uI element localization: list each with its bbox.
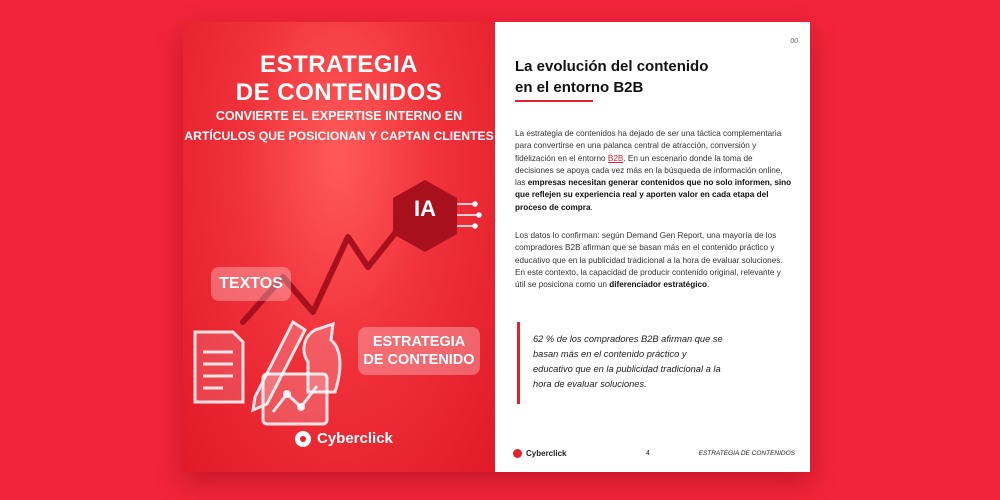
footer-section-label: ESTRATEGIA DE CONTENIDOS xyxy=(698,450,795,457)
footer-brand xyxy=(513,449,566,458)
content-page xyxy=(495,22,810,472)
title-underline xyxy=(515,100,593,102)
b2b-link[interactable]: B2B xyxy=(607,153,624,163)
textos-badge: TEXTOS xyxy=(211,267,291,301)
cover-illustration xyxy=(183,22,495,472)
ebook-cover xyxy=(183,22,495,472)
footer-logo-icon xyxy=(513,449,522,458)
paragraph-1-text-a: La estrategia de contenidos ha dejado de ser una táctica complementaria para convertirse en una palanca central de atracción, conversión y fidelización en el entorno xyxy=(515,129,782,163)
page-title-line1: La evolución del contenido xyxy=(515,58,709,75)
open-ebook xyxy=(183,22,810,472)
cover-brand-logo xyxy=(295,430,393,447)
page-title-line2: en el entorno B2B xyxy=(515,79,644,96)
paragraph-2 xyxy=(515,230,793,291)
cover-title-line1: ESTRATEGIA xyxy=(260,51,418,78)
cover-subtitle-line1: CONVIERTE EL EXPERTISE INTERNO EN xyxy=(215,109,463,123)
cyberclick-logo-icon xyxy=(295,431,311,447)
paragraph-2-end: . xyxy=(707,280,710,290)
estrategia-badge xyxy=(358,327,480,375)
paragraph-1-bold: empresas necesitan generar contenidos que no solo informen, sino que reflejen su experiencia real y aporten valor en cada etapa del proceso de compra xyxy=(515,178,792,212)
estrategia-badge-line1: ESTRATEGIA xyxy=(372,334,466,350)
page-number-top: 00 xyxy=(790,38,798,45)
circuit-icon xyxy=(457,202,481,228)
estrategia-badge-line2: DE CONTENIDO xyxy=(363,352,475,368)
paragraph-2-text: Los datos lo confirman: según Demand Gen Report, una mayoría de los compradores B2B afirman que se basan más en el contenido práctico y educativo que en la publicidad tradicional a la hora de evaluar soluciones. En este contexto, la capacidad de producir contenido original, relevante y útil se posiciona como un xyxy=(515,231,783,290)
footer-brand-name: Cyberclick xyxy=(526,449,567,458)
paragraph-1-end: . xyxy=(590,202,593,212)
cover-title-line2: DE CONTENIDOS xyxy=(235,79,443,106)
ia-label: IA xyxy=(414,196,436,221)
page-footer xyxy=(513,449,795,463)
document-icon xyxy=(195,332,243,402)
paragraph-1-text-b: . En un escenario donde la toma de decisiones se apoya cada vez más en la búsqueda de información online, las xyxy=(515,153,783,188)
paragraph-1 xyxy=(515,128,793,214)
cover-subtitle-line2: ARTÍCULOS QUE POSICIONAN Y CAPTAN CLIENTES xyxy=(184,129,494,143)
page-title xyxy=(515,56,708,98)
paragraph-2-bold: diferenciador estratégico xyxy=(609,280,708,290)
pull-quote: 62 % de los compradores B2B afirman que se basan más en el contenido práctico y educativo que en la publicidad tradicional a la hora de evaluar soluciones. xyxy=(533,334,723,389)
line-chart-icon xyxy=(263,374,327,424)
quote-accent-bar xyxy=(517,322,520,404)
cover-brand-name: Cyberclick xyxy=(317,430,393,447)
footer-page-number: 4 xyxy=(646,450,650,457)
